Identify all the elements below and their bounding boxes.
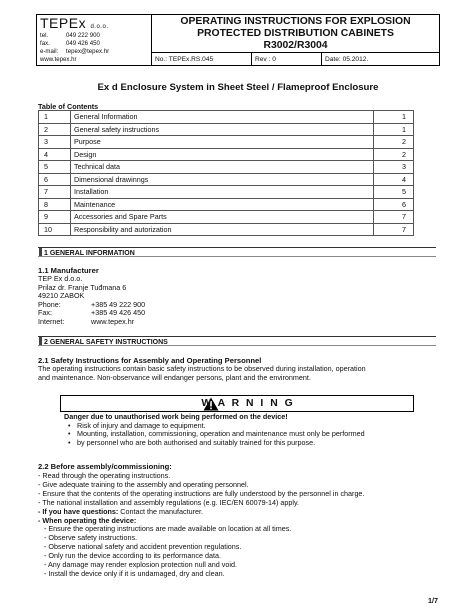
list-item: - Give adequate training to the assembly and operating personnel. bbox=[38, 479, 249, 489]
list-item: - Read through the operating instructions. bbox=[38, 471, 171, 480]
company-info bbox=[37, 15, 152, 65]
toc-title: Installation bbox=[71, 186, 374, 199]
page-number: 1/7 bbox=[428, 596, 438, 605]
toc-title: General safety instructions bbox=[71, 123, 374, 136]
toc-number: 8 bbox=[39, 198, 71, 211]
toc-row bbox=[39, 148, 414, 161]
danger-item-continued: • by personnel who are both authorised and suitably trained for this purpose. bbox=[60, 439, 414, 448]
toc-title: Maintenance bbox=[71, 198, 374, 211]
list-item: - Observe national safety and accident prevention regulations. bbox=[44, 542, 242, 552]
doc-date: Date: 05.2012. bbox=[325, 56, 369, 63]
danger-notice bbox=[60, 413, 414, 447]
safety-paragraph: The operating instructions contain basic safety instructions to be observed during installation, operation and maintenance. Non-observance will endanger persons, plant and the environment. bbox=[38, 364, 366, 382]
toc-title: Accessories and Spare Parts bbox=[71, 211, 374, 224]
toc-number: 2 bbox=[39, 123, 71, 136]
toc-title: Purpose bbox=[71, 136, 374, 149]
questions-item: - If you have questions: Contact the manufacturer. bbox=[38, 506, 203, 516]
toc-number: 4 bbox=[39, 148, 71, 161]
contact-email: e-mail: tepex@tepex.hr bbox=[40, 48, 110, 55]
list-item: - Observe safety instructions. bbox=[44, 533, 138, 543]
toc-page: 5 bbox=[374, 186, 414, 199]
section-bar-general-information: 1 GENERAL INFORMATION bbox=[38, 247, 436, 257]
document-main-title: OPERATING INSTRUCTIONS FOR EXPLOSION PROTECTED DISTRIBUTION CABINETS R3002/R3004 bbox=[152, 15, 439, 53]
toc-number: 3 bbox=[39, 136, 71, 149]
toc-title: Dimensional drawinngs bbox=[71, 173, 374, 186]
document-header bbox=[36, 14, 440, 66]
toc-page: 3 bbox=[374, 161, 414, 174]
toc-page: 6 bbox=[374, 198, 414, 211]
toc-number: 9 bbox=[39, 211, 71, 224]
toc-page: 7 bbox=[374, 223, 414, 236]
before-assembly-heading: 2.2 Before assembly/commissioning: bbox=[38, 462, 172, 471]
toc-row bbox=[39, 198, 414, 211]
contact-fax: fax. 049 426 450 bbox=[40, 40, 100, 47]
toc-page: 4 bbox=[374, 173, 414, 186]
warning-title: W A R N I N G bbox=[201, 398, 295, 409]
toc-row bbox=[39, 123, 414, 136]
list-item: - Any damage may render explosion protection null and void. bbox=[44, 560, 237, 570]
contact-tel: tel. 049 222 900 bbox=[40, 32, 100, 39]
danger-list bbox=[60, 422, 414, 448]
toc-row bbox=[39, 223, 414, 236]
list-item: - The national installation and assembly regulations (e.g. IEC/EN 60079-14) apply. bbox=[38, 497, 300, 507]
operating-heading: - When operating the device: bbox=[38, 515, 137, 525]
list-item: - Ensure that the contents of the operating instructions are fully understood by the personnel in charge. bbox=[38, 488, 365, 498]
list-item: - Only run the device according to its performance data. bbox=[44, 551, 221, 561]
toc-number: 5 bbox=[39, 161, 71, 174]
list-item: - Install the device only if it is undamaged, dry and clean. bbox=[44, 568, 225, 578]
document-meta bbox=[152, 53, 439, 66]
danger-item: • Mounting, installation, commissioning, operation and maintenance must only be performed bbox=[60, 430, 414, 439]
toc-row bbox=[39, 173, 414, 186]
danger-title: Danger due to unauthorised work being performed on the device! bbox=[64, 412, 288, 421]
toc-page: 2 bbox=[374, 136, 414, 149]
toc-title: Design bbox=[71, 148, 374, 161]
toc-row bbox=[39, 211, 414, 224]
danger-item: • Risk of injury and damage to equipment. bbox=[60, 422, 414, 431]
toc-title: Technical data bbox=[71, 161, 374, 174]
manufacturer-heading: 1.1 Manufacturer bbox=[38, 266, 99, 275]
toc-number: 6 bbox=[39, 173, 71, 186]
toc-page: 1 bbox=[374, 123, 414, 136]
toc-number: 7 bbox=[39, 186, 71, 199]
toc-page: 7 bbox=[374, 211, 414, 224]
toc-title: General Information bbox=[71, 111, 374, 124]
toc-table bbox=[38, 110, 414, 236]
doc-number: No.: TEPEx.RS.045 bbox=[152, 53, 252, 66]
toc-row bbox=[39, 136, 414, 149]
toc-title: Responsibility and autorization bbox=[71, 223, 374, 236]
toc-number: 10 bbox=[39, 223, 71, 236]
revision: Rev : 0 bbox=[252, 53, 322, 66]
section-bar-safety-instructions: 2 GENERAL SAFETY INSTRUCTIONS bbox=[38, 336, 436, 346]
safety-assembly-heading: 2.1 Safety Instructions for Assembly and Operating Personnel bbox=[38, 356, 262, 365]
document-subtitle: Ex d Enclosure System in Sheet Steel / Flameproof Enclosure bbox=[97, 82, 379, 93]
company-logo: TEPEx d.o.o. bbox=[40, 15, 109, 31]
toc-row bbox=[39, 111, 414, 124]
contact-web: www.tepex.hr bbox=[40, 56, 77, 63]
toc-number: 1 bbox=[39, 111, 71, 124]
warning-box bbox=[60, 395, 414, 412]
toc-row bbox=[39, 161, 414, 174]
toc-page: 1 bbox=[374, 111, 414, 124]
before-assembly-list bbox=[38, 472, 438, 579]
list-item: - Ensure the operating instructions are made available on location at all times. bbox=[44, 524, 292, 534]
toc-page: 2 bbox=[374, 148, 414, 161]
toc-heading: Table of Contents bbox=[38, 102, 99, 111]
manufacturer-address: TEP Ex d.o.o. Prilaz dr. Franje Tuđmana 6 49210 ZABOK Phone: +385 49 222 900 Fax: +385 49 426 450 Internet: www.tepex.hr bbox=[38, 274, 146, 326]
toc-row bbox=[39, 186, 414, 199]
